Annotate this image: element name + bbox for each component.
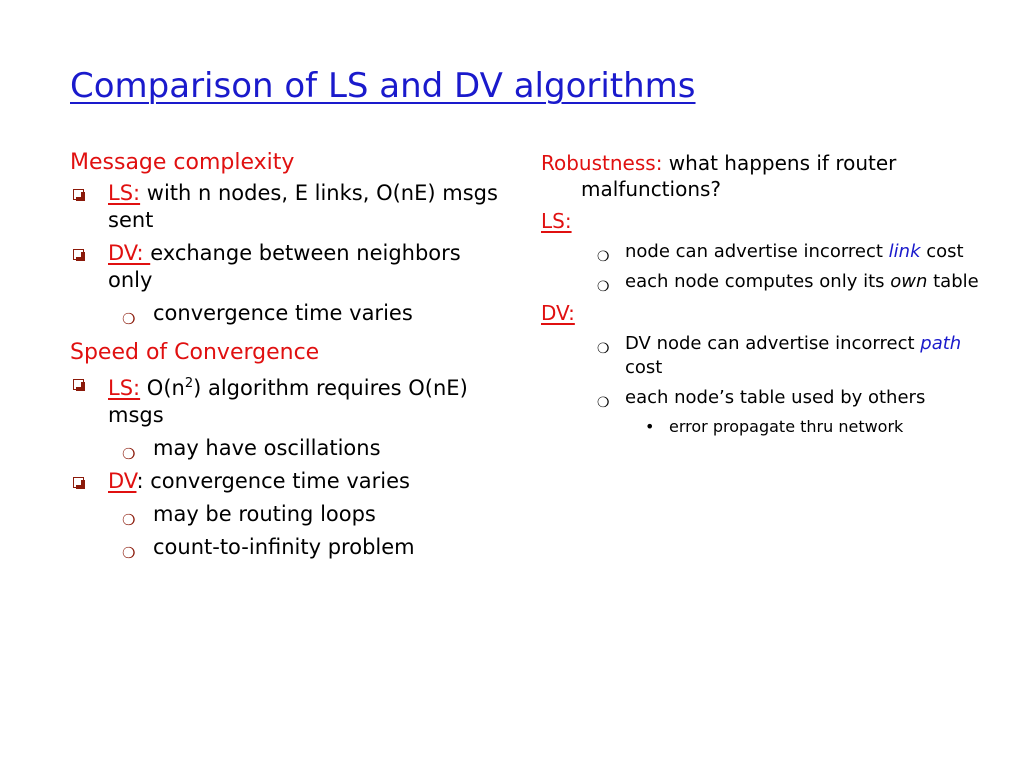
- speed-heading: Speed of Convergence: [70, 340, 320, 365]
- dv-item2: each node’s table used by others: [625, 387, 926, 408]
- circle-bullet-icon: ❍: [597, 341, 610, 357]
- ls-label: LS:: [108, 181, 141, 205]
- square-bullet-icon: [73, 189, 84, 200]
- ls-item2-em: own: [890, 271, 928, 292]
- dv-text: exchange between neighbors only: [108, 241, 461, 292]
- dv-item1-b: cost: [625, 357, 663, 378]
- list-item: [70, 240, 500, 294]
- circle-bullet-icon: ❍: [122, 511, 136, 529]
- circle-bullet-icon: ❍: [597, 249, 610, 265]
- right-column: [541, 150, 1001, 438]
- ls-subheading: [541, 208, 1001, 234]
- circle-bullet-icon: ❍: [122, 445, 136, 463]
- list-item: [70, 370, 500, 429]
- dv-label: DV:: [108, 241, 151, 265]
- circle-bullet-icon: ❍: [597, 395, 610, 411]
- dv-item1-a: DV node can advertise incorrect: [625, 333, 921, 354]
- square-bullet-icon: [73, 477, 84, 488]
- left-column: [70, 149, 500, 567]
- ls-item1-b: cost: [920, 241, 964, 262]
- ls-item2-a: each node computes only its: [625, 271, 891, 292]
- speed-ls-label: LS:: [108, 376, 141, 400]
- ls-item1-a: node can advertise incorrect: [625, 241, 889, 262]
- square-bullet-icon: [73, 249, 84, 260]
- speed-dv-sub1: may be routing loops: [153, 502, 376, 526]
- superscript: 2: [184, 376, 194, 391]
- list-item: [541, 240, 1001, 264]
- robustness-label: Robustness:: [541, 151, 663, 175]
- speed-dv-text: : convergence time varies: [136, 469, 410, 493]
- speed-ls-sub: may have oscillations: [153, 436, 381, 460]
- list-item: [541, 332, 1001, 380]
- dv-subheading: [541, 300, 1001, 326]
- list-item: [541, 386, 1001, 410]
- circle-bullet-icon: ❍: [122, 310, 136, 328]
- speed-ls-text: O(n: [140, 376, 185, 400]
- list-item: [70, 300, 500, 327]
- speed-dv-sub2: count-to-infinity problem: [153, 535, 415, 559]
- list-item: [541, 270, 1001, 294]
- speed-ls-text-end: ) algorithm requires O(nE) msgs: [108, 376, 468, 427]
- dv-label-right: DV:: [541, 301, 575, 325]
- message-complexity-heading: Message complexity: [70, 150, 295, 175]
- dv-item2-sub: error propagate thru network: [669, 417, 904, 436]
- slide-title: Comparison of LS and DV algorithms: [70, 66, 696, 106]
- list-item: [70, 501, 500, 528]
- list-item: [70, 180, 500, 234]
- ls-item1-em: link: [888, 241, 921, 262]
- circle-bullet-icon: ❍: [597, 279, 610, 295]
- dv-item1-em: path: [920, 333, 962, 354]
- robustness-heading: [541, 150, 1001, 202]
- ls-text: with n nodes, E links, O(nE) msgs sent: [108, 181, 498, 232]
- speed-dv-label: DV: [108, 469, 137, 493]
- list-item: [541, 416, 1001, 438]
- list-item: [70, 534, 500, 561]
- circle-bullet-icon: ❍: [122, 544, 136, 562]
- dot-bullet-icon: •: [645, 417, 655, 436]
- list-item: [70, 468, 500, 495]
- dv-sub-text: convergence time varies: [153, 301, 413, 325]
- robustness-text: what happens if router malfunctions?: [581, 151, 897, 201]
- ls-label-right: LS:: [541, 209, 572, 233]
- ls-item2-b: table: [927, 271, 979, 292]
- list-item: [70, 435, 500, 462]
- square-bullet-icon: [73, 379, 84, 390]
